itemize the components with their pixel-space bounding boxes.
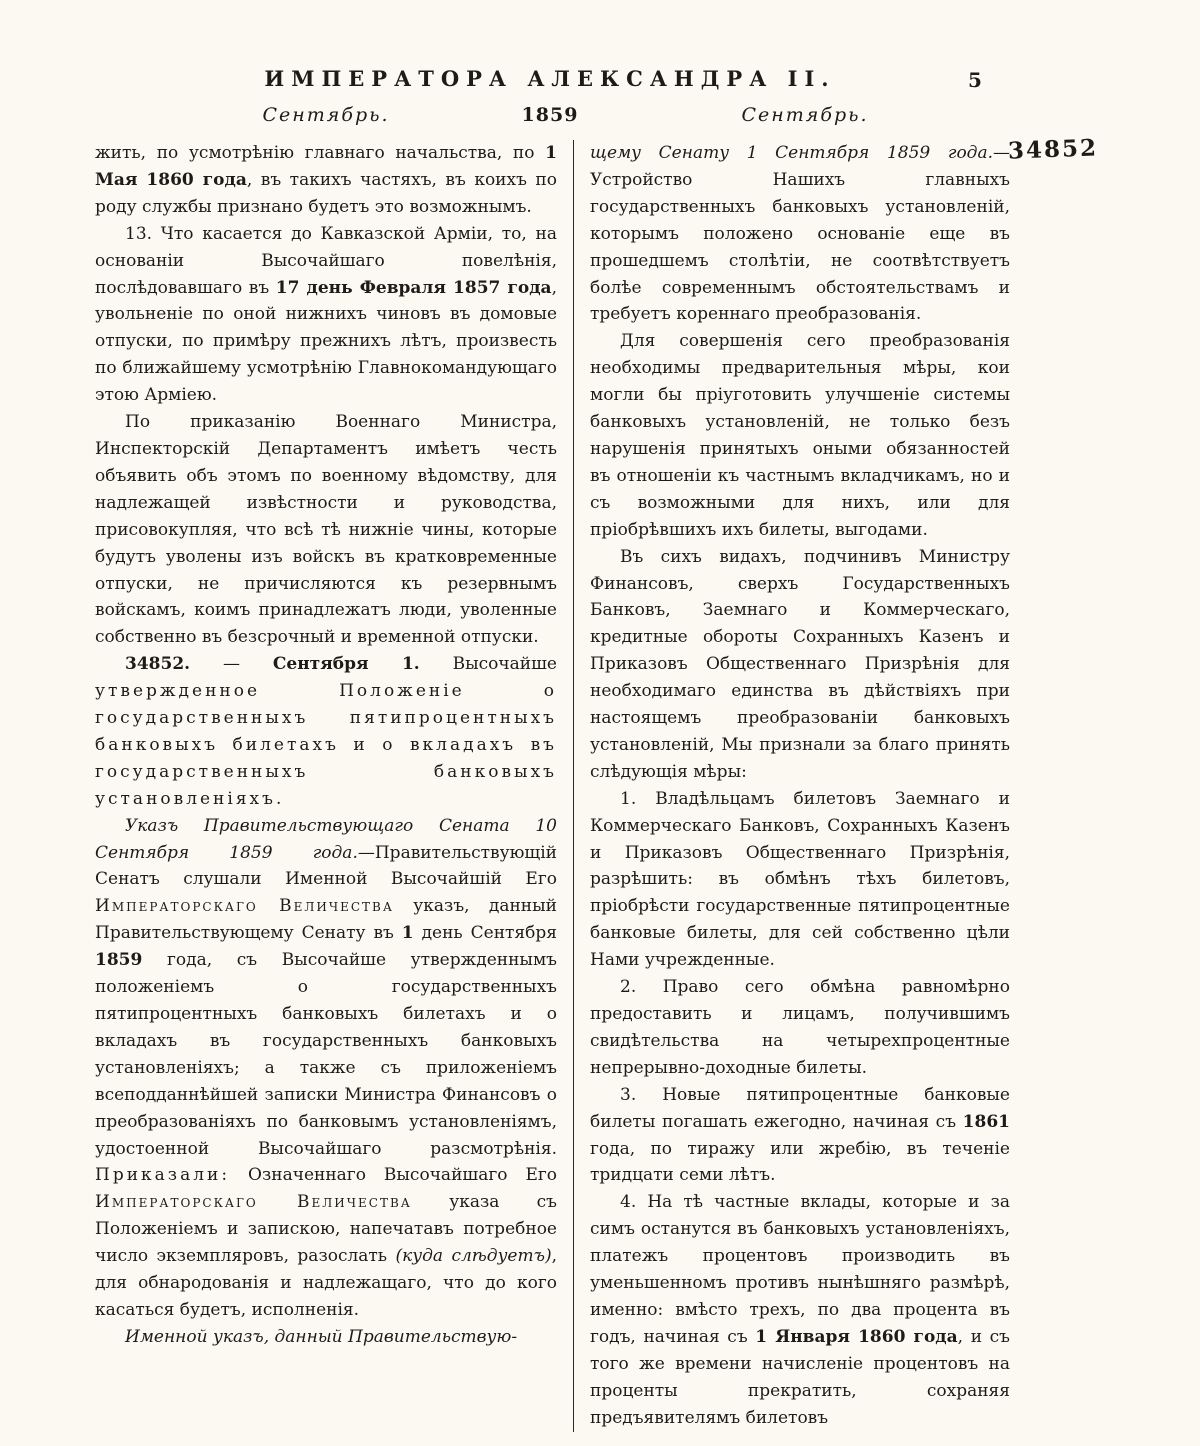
paragraph bbox=[590, 1189, 1010, 1431]
text-run: Приказали: bbox=[95, 1165, 231, 1186]
paragraph bbox=[590, 328, 1010, 543]
paragraph bbox=[95, 140, 557, 221]
page-number: 5 bbox=[968, 68, 982, 92]
paragraph bbox=[590, 974, 1010, 1082]
text-run: 1 Января 1860 года bbox=[755, 1326, 958, 1347]
dateline-month-left: Сентябрь. bbox=[262, 104, 390, 126]
text-run: 13. Что касается до Кавказской Арміи, то, на основаніи Высочайшаго повелѣнія, послѣдовавшаго въ bbox=[95, 223, 557, 298]
text-run: 1861 bbox=[962, 1111, 1010, 1132]
text-run: , и съ того же времени начисленіе процентовъ на проценты прекратить, сохраняя предъявителямъ билетовъ bbox=[590, 1326, 1010, 1428]
text-run: 1 bbox=[401, 923, 414, 944]
text-run: указъ, данный Правительствующему Сенату въ bbox=[95, 896, 557, 944]
text-run: По приказанію Военнаго Министра, Инспекторскій Департаментъ имѣетъ честь объявить объ этомъ по военному вѣдомству, для надлежащей извѣстности и руководства, присовокупляя, что всѣ тѣ нижніе чины, которые будутъ уволены изъ войскъ въ кратковременные отпуски, не причисляются къ резервнымъ войскамъ, коимъ принадлежатъ люди, уволенные собственно въ безсрочный и временной отпуски. bbox=[95, 412, 557, 648]
margin-act-number: 34852 bbox=[1007, 134, 1099, 165]
paragraph bbox=[95, 221, 557, 409]
paragraph bbox=[590, 786, 1010, 974]
text-run: Императорскаго Величества bbox=[95, 1192, 412, 1213]
column-left bbox=[95, 140, 573, 1432]
text-run: Сентября 1. bbox=[272, 654, 420, 675]
text-run: Означеннаго Высочайшаго Его bbox=[230, 1165, 557, 1186]
text-run: , для обнародованія и надлежащаго, что до кого касаться будетъ, исполненія. bbox=[95, 1246, 557, 1320]
text-run: утвержденное Положеніе о государственныхъ пятипроцентныхъ банковыхъ билетахъ и о вкладахъ въ государственныхъ банковыхъ установленіяхъ. bbox=[95, 681, 557, 809]
text-run: 1. Владѣльцамъ билетовъ Заемнаго и Коммерческаго Банковъ, Сохранныхъ Казенъ и Приказовъ Общественнаго Призрѣнія, разрѣшить: въ обмѣнъ тѣхъ билетовъ, пріобрѣсти государственные пятипроцентные банковые билеты, для сей собственно цѣли Нами учрежденные. bbox=[590, 788, 1010, 971]
paragraph bbox=[590, 140, 1010, 328]
text-run: указа съ Положеніемъ и запискою, напечатавъ потребное число экземпляровъ, разослать bbox=[95, 1192, 557, 1267]
text-run: жить, по усмотрѣнію главнаго начальства, по bbox=[95, 143, 546, 163]
text-run: 17 день Февраля 1857 года bbox=[275, 277, 552, 298]
text-run: года, съ Высочайше утвержденнымъ положеніемъ о государственныхъ пятипроцентныхъ банковыхъ билетахъ и о вкладахъ въ государственныхъ банковыхъ установленіяхъ; а также съ приложеніемъ всеподданнѣйшей записки Министра Финансовъ о преобразованіяхъ по банковымъ установленіямъ, удостоенной Высочайшаго разсмотрѣнія. bbox=[95, 950, 557, 1159]
paragraph bbox=[95, 409, 557, 651]
paragraph bbox=[95, 1324, 557, 1351]
text-run: Для совершенія сего преобразованія необходимы предварительныя мѣры, кои могли бы пріуготовить улучшеніе системы банковыхъ установленій, не только безъ нарушенія принятыхъ оными обязанностей въ отношеніи къ частнымъ вкладчикамъ, но и съ возможными для нихъ, или для пріобрѣвшихъ ихъ билеты, выгодами. bbox=[590, 331, 1010, 540]
text-run: 2. Право сего обмѣна равномѣрно предоставить и лицамъ, получившимъ свидѣтельства на четырехпроцентные непрерывно-доходные билеты. bbox=[590, 977, 1010, 1078]
text-run: —Правительствующій Сенатъ слушали Именной Высочайшій Его bbox=[95, 842, 557, 890]
paragraph bbox=[590, 1082, 1010, 1190]
text-run: , увольненіе по оной нижнихъ чиновъ въ домовые отпуски, по примѣру прежнихъ лѣтъ, произвесть по ближайшему усмотрѣнію Главнокомандующаго этою Арміею. bbox=[95, 277, 557, 406]
text-columns bbox=[95, 140, 1011, 1432]
text-run: Высочайше bbox=[419, 654, 557, 675]
text-run: (куда слѣдуетъ) bbox=[395, 1246, 552, 1267]
text-run: , въ такихъ частяхъ, въ коихъ по роду службы признано будетъ это возможнымъ. bbox=[95, 169, 557, 217]
paragraph bbox=[95, 813, 557, 1324]
page-header-title: ИМПЕРАТОРА АЛЕКСАНДРА II. bbox=[264, 66, 836, 91]
text-run: день Сентября bbox=[413, 923, 557, 944]
text-run: Въ сихъ видахъ, подчинивъ Министру Финансовъ, сверхъ Государственныхъ Банковъ, Заемнаго и Коммерческаго, кредитные обороты Сохранныхъ Казенъ и Приказовъ Общественнаго Призрѣнія для необходимаго единства въ дѣйствіяхъ при настоящемъ преобразованіи банковыхъ установленій, Мы признали за благо принять слѣдующія мѣры: bbox=[590, 546, 1010, 782]
text-run: — bbox=[190, 654, 273, 675]
text-run: Императорскаго Величества bbox=[95, 896, 394, 917]
column-right bbox=[574, 140, 1010, 1432]
dateline-year: 1859 bbox=[521, 104, 579, 126]
text-run: 4. На тѣ частные вклады, которые и за симъ останутся въ банковыхъ установленіяхъ, платежъ процентовъ производить въ уменьшенномъ противъ нынѣшняго размѣрѣ, именно: вмѣсто трехъ, по два процента въ годъ, начиная съ bbox=[590, 1192, 1010, 1347]
paragraph bbox=[95, 651, 557, 812]
text-run: щему Сенату 1 Сентября 1859 года. bbox=[590, 143, 993, 163]
dateline-month-right: Сентябрь. bbox=[741, 104, 869, 126]
text-run: 1 Мая 1860 года bbox=[95, 143, 557, 190]
text-run: 34852. bbox=[125, 654, 191, 675]
text-run: Именной указъ, данный Правительствую- bbox=[125, 1326, 518, 1347]
text-run: 1859 bbox=[95, 950, 143, 971]
text-run: —Устройство Нашихъ главныхъ государственныхъ банковыхъ установленій, которымъ положено основаніе еще въ прошедшемъ столѣтіи, не соотвѣтствуетъ болѣе современнымъ обстоятельствамъ и требуетъ кореннаго преобразованія. bbox=[590, 143, 1010, 325]
text-run: года, по тиражу или жребію, въ теченіе тридцати семи лѣтъ. bbox=[590, 1138, 1010, 1186]
text-run: Указъ Правительствующаго Сената 10 Сентября 1859 года. bbox=[95, 815, 557, 863]
paragraph bbox=[590, 544, 1010, 786]
text-run: 3. Новые пятипроцентные банковые билеты погашать ежегодно, начиная съ bbox=[590, 1084, 1010, 1132]
